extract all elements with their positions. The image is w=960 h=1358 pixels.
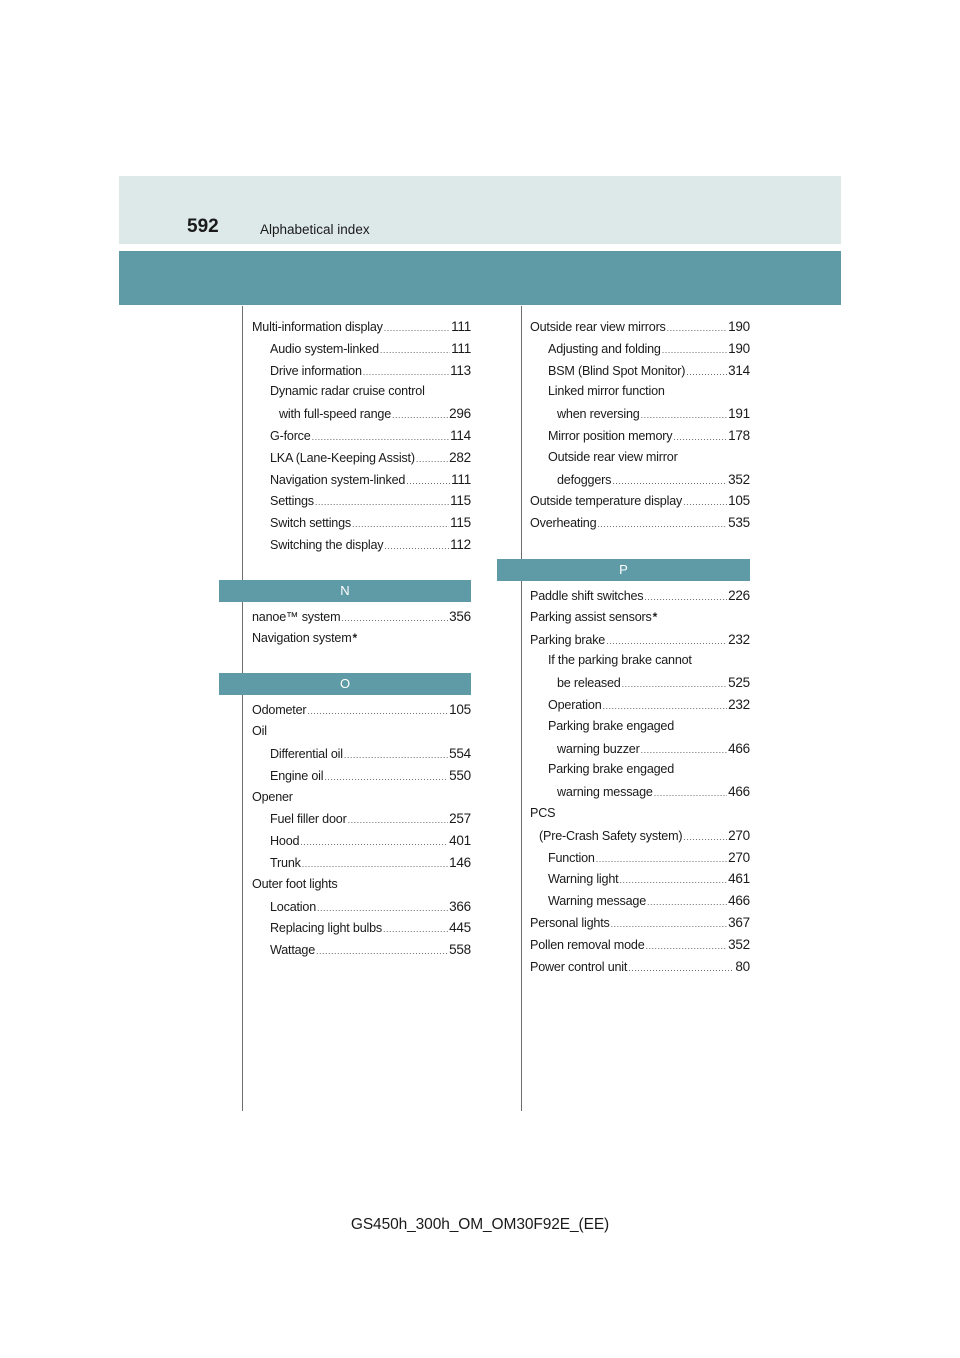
header-band	[119, 176, 841, 244]
index-entry-parking-assist-sensors: Parking assist sensors *	[530, 607, 750, 629]
index-entry-multi-information-display: Multi-information display ..... 111	[252, 316, 471, 338]
index-subentry: Audio system-linked ..... 111	[252, 338, 471, 360]
index-subentry: Switching the display ..... 112	[252, 534, 471, 556]
index-subentry: Operation ..... 232	[530, 694, 750, 716]
index-subentry: be released ..... 525	[530, 672, 750, 694]
index-subentry-text: If the parking brake cannot	[548, 653, 692, 668]
index-subentry: Settings ..... 115	[252, 490, 471, 512]
index-entry-personal-lights: Personal lights ..... 367	[530, 912, 750, 934]
asterisk-mark: *	[652, 609, 658, 624]
index-subentry: Switch settings ..... 115	[252, 512, 471, 534]
index-entry-outside-temperature-display: Outside temperature display ..... 105	[530, 490, 750, 512]
index-subentry: Differential oil ..... 554	[252, 743, 471, 765]
document-footer-code: GS450h_300h_OM_OM30F92E_(EE)	[350, 1216, 610, 1233]
index-subentry: with full-speed range ..... 296	[252, 403, 471, 425]
index-subentry: warning buzzer ..... 466	[530, 738, 750, 760]
index-subentry-text: Dynamic radar cruise control	[270, 384, 425, 399]
index-entry-pcs-full: (Pre-Crash Safety system) ..... 270	[530, 825, 750, 847]
index-subentry: Engine oil ..... 550	[252, 765, 471, 787]
letter-heading-p: P	[497, 559, 750, 581]
header-color-bar	[119, 251, 841, 305]
index-subentry: BSM (Blind Spot Monitor) ..... 314	[530, 360, 750, 382]
index-subentry: Navigation system-linked ..... 111	[252, 469, 471, 491]
index-subentry: LKA (Lane-Keeping Assist) ..... 282	[252, 447, 471, 469]
index-entry-parking-brake: Parking brake ..... 232	[530, 629, 750, 651]
index-entry-pollen-removal-mode: Pollen removal mode ..... 352	[530, 934, 750, 956]
index-entry-opener: Opener	[252, 789, 293, 804]
left-index-column	[252, 316, 471, 961]
index-subentry: Warning message ..... 466	[530, 890, 750, 912]
index-subentry: Function ..... 270	[530, 847, 750, 869]
right-column-rule	[521, 306, 522, 1111]
index-subentry: Hood ..... 401	[252, 830, 471, 852]
index-subentry-text: Outside rear view mirror	[548, 449, 678, 464]
index-subentry: Wattage ..... 558	[252, 939, 471, 961]
index-subentry: Warning light ..... 461	[530, 868, 750, 890]
index-subentry-text: Linked mirror function	[548, 384, 665, 399]
page-number: 592	[187, 216, 219, 237]
letter-heading-n: N	[219, 580, 471, 602]
asterisk-mark: *	[352, 630, 357, 645]
index-subentry: Replacing light bulbs ..... 445	[252, 917, 471, 939]
index-subentry: Location ..... 366	[252, 896, 471, 918]
index-subentry: G-force ..... 114	[252, 425, 471, 447]
index-subentry: warning message ..... 466	[530, 781, 750, 803]
letter-heading-o: O	[219, 673, 471, 695]
index-subentry: when reversing ..... 191	[530, 403, 750, 425]
index-entry-pcs: PCS	[530, 805, 556, 820]
index-subentry: Mirror position memory ..... 178	[530, 425, 750, 447]
index-subentry: Drive information ..... 113	[252, 360, 471, 382]
index-subentry: Fuel filler door ..... 257	[252, 808, 471, 830]
index-entry-nanoe: nanoe™ system ..... 356	[252, 606, 471, 628]
index-subentry: Trunk ..... 146	[252, 852, 471, 874]
index-entry-navigation-system: Navigation system *	[252, 628, 471, 650]
index-entry-paddle-shift-switches: Paddle shift switches ..... 226	[530, 585, 750, 607]
section-title: Alphabetical index	[260, 222, 370, 237]
index-entry-outer-foot-lights: Outer foot lights	[252, 876, 338, 891]
right-index-column	[530, 316, 750, 977]
index-subentry-text: Parking brake engaged	[548, 762, 675, 777]
index-entry-oil: Oil	[252, 724, 267, 739]
index-subentry: Adjusting and folding ..... 190	[530, 338, 750, 360]
index-entry-overheating: Overheating ..... 535	[530, 512, 750, 534]
index-entry-odometer: Odometer ..... 105	[252, 699, 471, 721]
left-column-rule	[242, 306, 243, 1111]
index-entry-power-control-unit: Power control unit ..... 80	[530, 956, 750, 978]
index-subentry: defoggers ..... 352	[530, 469, 750, 491]
index-entry-outside-rear-view-mirrors: Outside rear view mirrors ..... 190	[530, 316, 750, 338]
index-subentry-text: Parking brake engaged	[548, 718, 675, 733]
